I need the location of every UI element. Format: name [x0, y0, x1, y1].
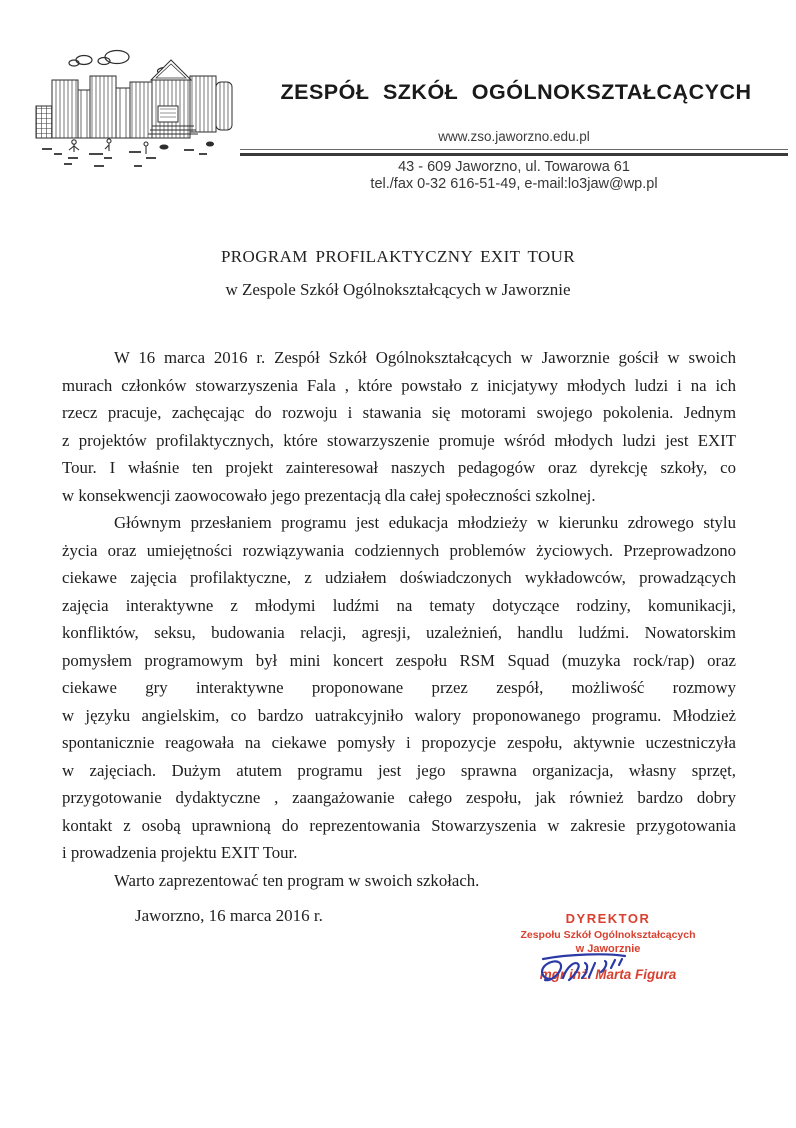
text-line: kontakt z osobą uprawnioną do reprezentowania Stowarzyszenia w zakresie przygotowania	[62, 815, 736, 835]
document-title: PROGRAM PROFILAKTYCZNY EXIT TOUR	[220, 247, 576, 266]
text-line: życia oraz umiejętności rozwiązywania codziennych problemów życiowych. Przeprowadzono	[62, 540, 736, 560]
school-building-icon	[34, 46, 236, 174]
text-line: W 16 marca 2016 r. Zespół Szkół Ogólnokształcących w Jaworznie gościł w swoich	[114, 348, 736, 367]
letter-body	[62, 344, 736, 894]
text-line: w języku angielskim, co bardzo uatrakcyjniło walory proponowanego programu. Młodzież	[62, 705, 736, 725]
document-subtitle: w Zespole Szkół Ogólnokształcących w Jaworznie	[225, 280, 571, 299]
text-line: ciekawe zajęcia profilaktyczne, z udziałem doświadczonych wykładowców, prowadzących	[62, 568, 736, 587]
text-line: Warto zaprezentować ten program w swoich szkołach.	[114, 870, 480, 890]
website-url: www.zso.jaworzno.edu.pl	[438, 129, 590, 144]
header-divider-thin	[240, 149, 788, 150]
text-line: Głównym przesłaniem programu jest edukacja młodzieży w kierunku zdrowego stylu	[114, 513, 736, 532]
paragraph-2	[62, 509, 736, 867]
stamp-role: DYREKTOR	[565, 911, 651, 926]
text-line: spontanicznie reagowała na ciekawe pomysły i propozycje zespołu, aktywnie uczestniczyła	[62, 733, 736, 752]
date-and-place: Jaworzno, 16 marca 2016 r.	[135, 906, 323, 925]
school-name: ZESPÓŁ SZKÓŁ OGÓLNOKSZTAŁCĄCYCH	[280, 80, 752, 104]
text-line: przygotowanie dydaktyczne , zaangażowanie całego zespołu, jak również bardzo dobry	[62, 788, 736, 807]
stamp-city: w Jaworznie	[575, 943, 641, 955]
text-line: zajęcia interaktywne z młodymi ludźmi na tematy dotyczące rodziny, komunikacji,	[62, 595, 736, 615]
text-line: pomysłem programowym był mini koncert zespołu RSM Squad (muzyka rock/rap) oraz	[62, 650, 736, 670]
school-address: 43 - 609 Jaworzno, ul. Towarowa 61	[398, 159, 630, 175]
stamp-signatory: mgr inż. Marta Figura	[539, 967, 677, 982]
paragraph-1	[62, 344, 736, 509]
stamp-org: Zespołu Szkół Ogólnokształcących	[520, 929, 696, 941]
text-line: Tour. I właśnie ten projekt zainteresował naszych pedagogów oraz dyrekcję szkoły, co	[62, 458, 736, 477]
text-line: konfliktów, seksu, budowania relacji, agresji, uzależnień, handlu ludźmi. Nowatorskim	[62, 623, 736, 642]
text-line: ciekawe gry interaktywne proponowane przez zespół, możliwość rozmowy	[62, 678, 736, 697]
text-line: w konsekwencji zaowocowało jego prezentacją dla całej społeczności szkolnej.	[62, 485, 596, 505]
text-line: z projektów profilaktycznych, które stowarzyszenie promuje wśród młodych ludzi jest EXIT	[62, 430, 736, 450]
handwritten-signature-icon	[529, 951, 689, 991]
text-line: i prowadzenia projektu EXIT Tour.	[62, 843, 298, 862]
header-divider-thick	[240, 153, 788, 156]
text-line: murach członków stowarzyszenia Fala , które powstało z inicjatywy młodych ludzi i na ich	[62, 375, 736, 395]
text-line: rzecz pracuje, zachęcając do rozwoju i stawania się motorami swojego pokolenia. Jednym	[62, 403, 736, 422]
school-contact: tel./fax 0-32 616-51-49, e-mail:lo3jaw@wp.pl	[370, 176, 658, 192]
director-stamp	[515, 911, 701, 982]
paragraph-3	[62, 867, 736, 895]
text-line: w zajęciach. Dużym atutem programu jest jego sprawna organizacja, własny sprzęt,	[62, 760, 736, 780]
